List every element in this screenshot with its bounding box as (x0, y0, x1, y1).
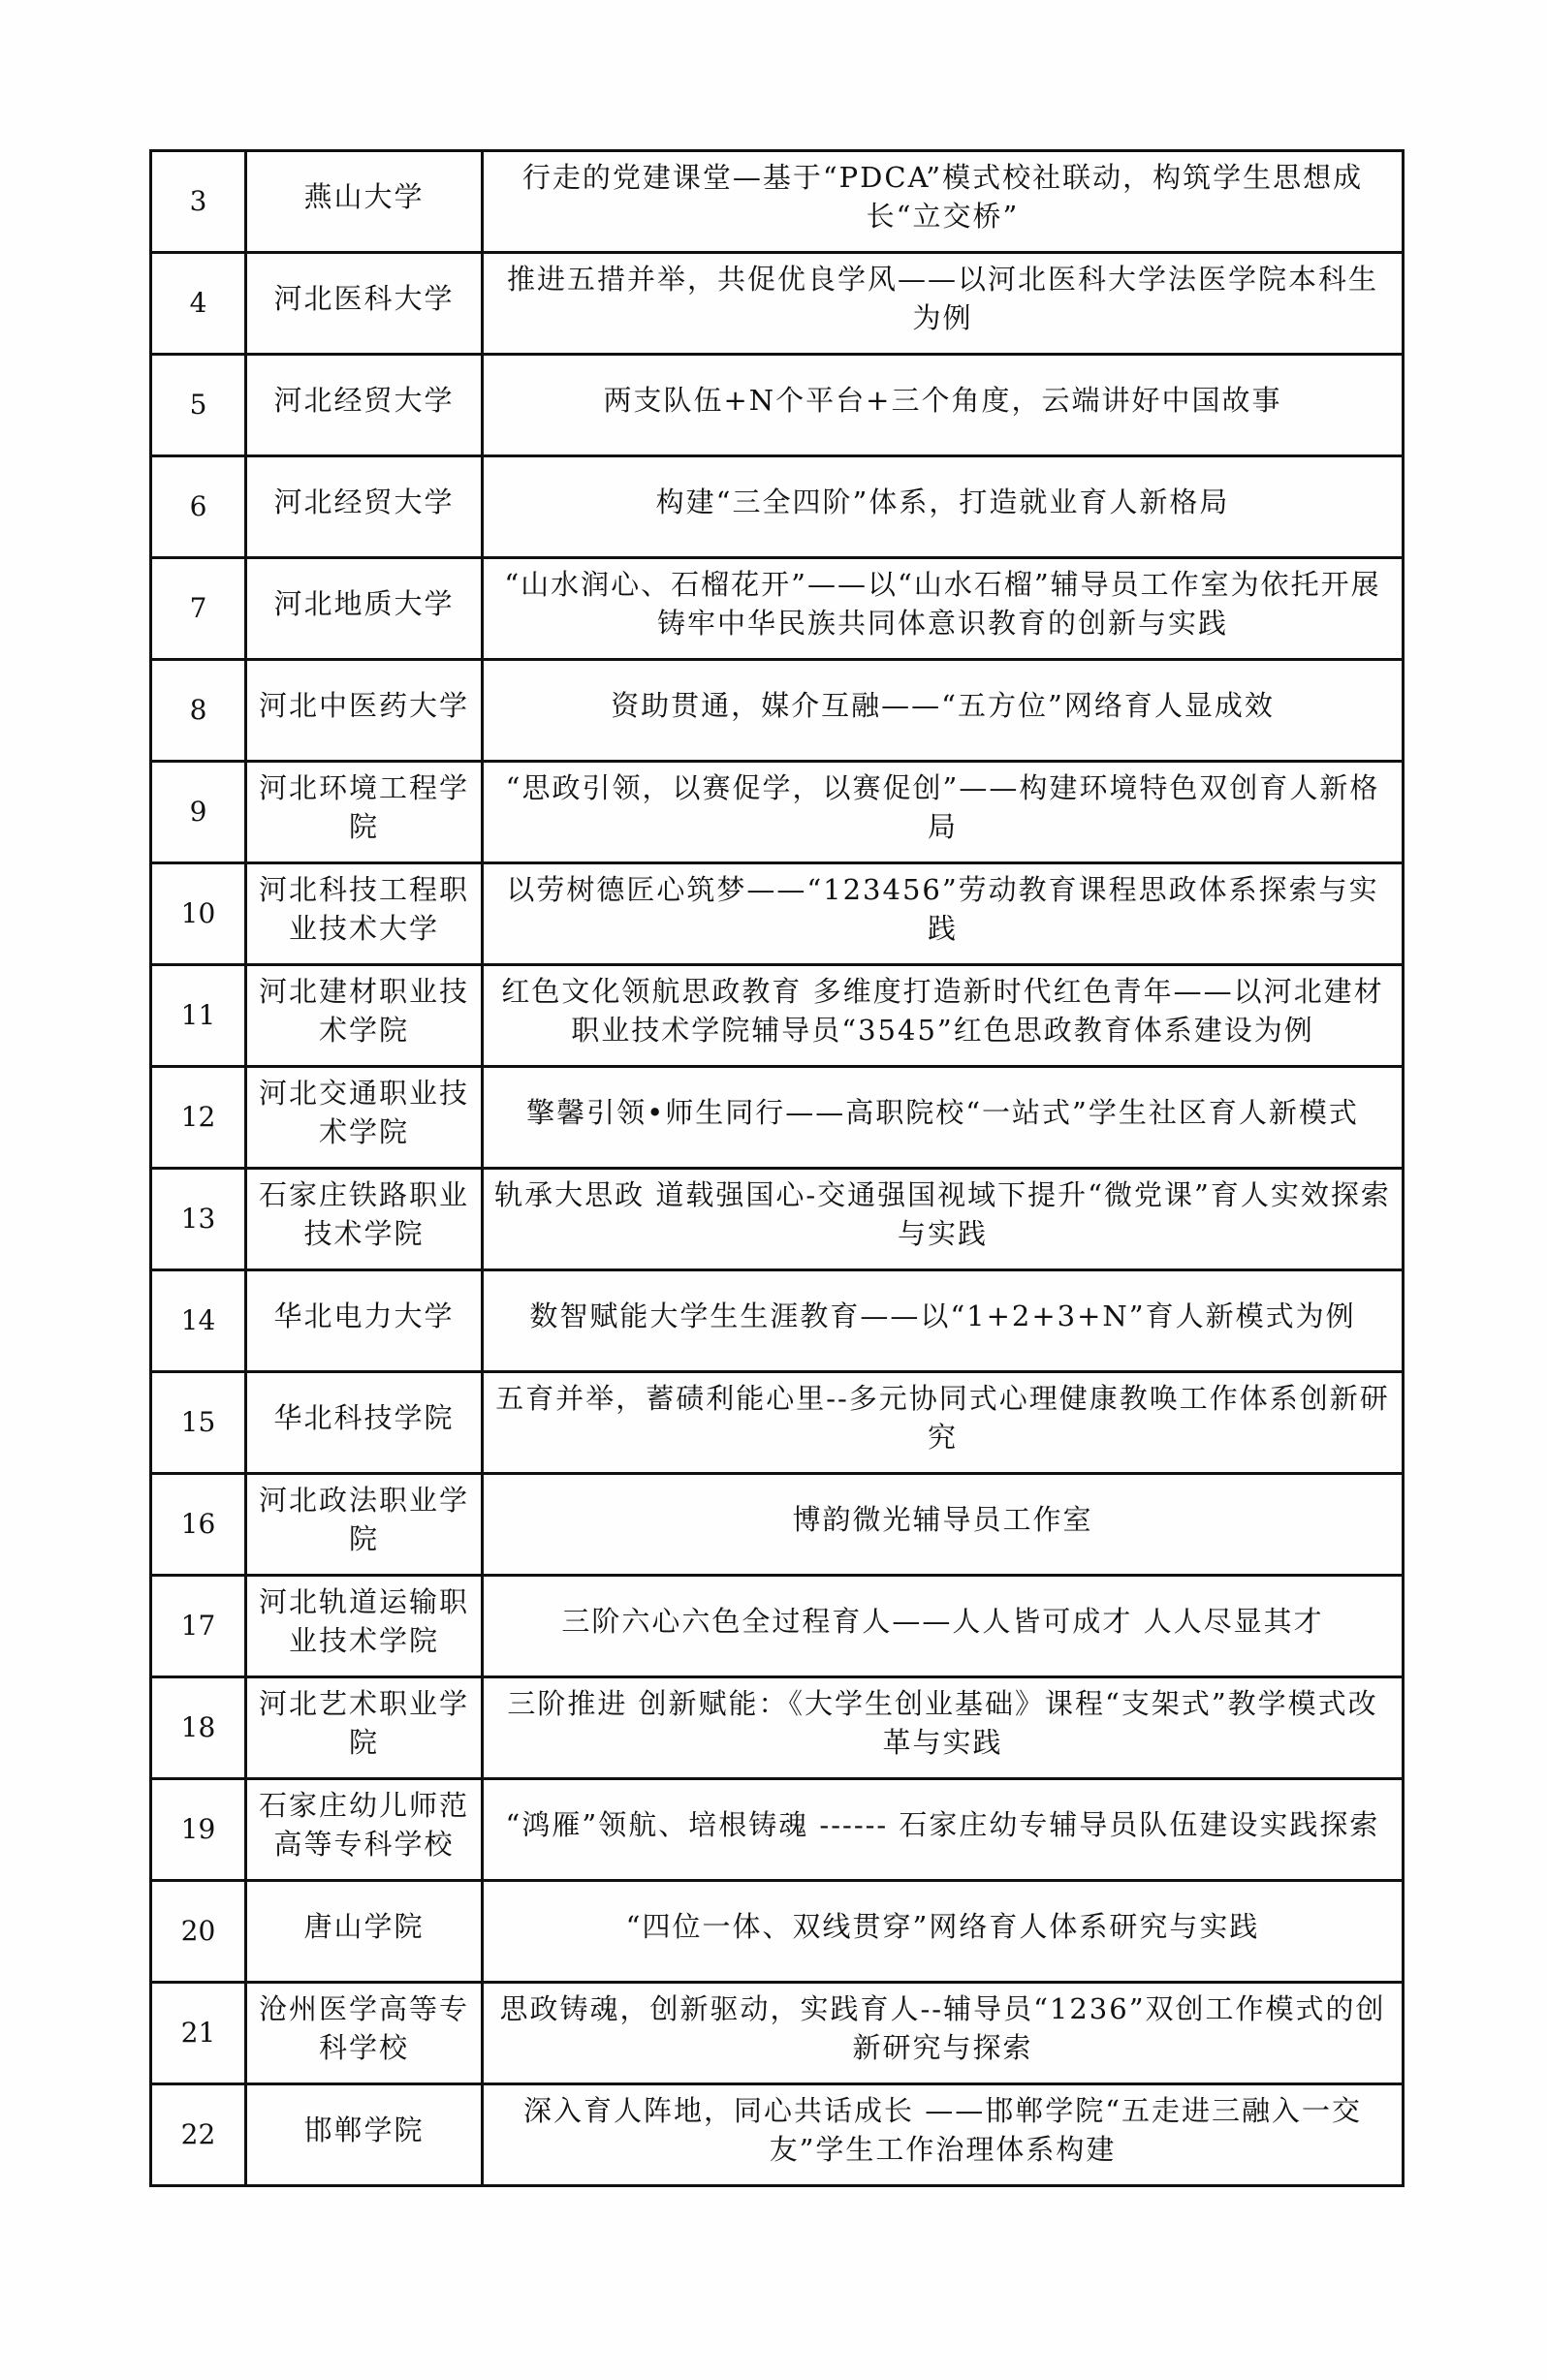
project-title-text: 博韵微光辅导员工作室 (792, 1503, 1093, 1536)
school-name-text: 河北经贸大学 (273, 384, 455, 417)
project-title (483, 558, 1404, 660)
table-row (151, 456, 1404, 558)
project-title (483, 1169, 1404, 1270)
school-name-text: 河北中医药大学 (258, 689, 469, 722)
project-title-text: 深入育人阵地，同心共话成长 ——邯郸学院“五走进三融入一交友”学生工作治理体系构建 (522, 2094, 1363, 2166)
project-title-text: “思政引领，以赛促学，以赛促创”——构建环境特色双创育人新格局 (505, 771, 1380, 843)
project-title (483, 2084, 1404, 2186)
row-number: 17 (151, 1576, 246, 1677)
project-title (483, 456, 1404, 558)
school-name (246, 151, 483, 253)
school-name-text: 石家庄铁路职业技术学院 (258, 1178, 469, 1250)
row-number: 3 (151, 151, 246, 253)
table-row (151, 253, 1404, 355)
project-title (483, 1270, 1404, 1372)
project-title-text: 两支队伍+N个平台+三个角度，云端讲好中国故事 (603, 384, 1282, 417)
project-title-text: “四位一体、双线贯穿”网络育人体系研究与实践 (625, 1910, 1260, 1943)
row-number: 13 (151, 1169, 246, 1270)
project-title (483, 1576, 1404, 1677)
row-number: 21 (151, 1983, 246, 2084)
project-title-text: 思政铸魂，创新驱动，实践育人--辅导员“1236”双创工作模式的创新研究与探索 (499, 1992, 1386, 2064)
table-row (151, 1677, 1404, 1779)
school-name-text: 河北医科大学 (273, 282, 455, 315)
row-number: 18 (151, 1677, 246, 1779)
school-name (246, 456, 483, 558)
school-name-text: 石家庄幼儿师范高等专科学校 (258, 1789, 469, 1861)
row-number: 20 (151, 1881, 246, 1983)
school-name-text: 唐山学院 (303, 1910, 425, 1943)
table-row (151, 762, 1404, 863)
school-name-text: 河北地质大学 (273, 587, 455, 620)
project-title-text: “山水润心、石榴花开”——以“山水石榴”辅导员工作室为依托开展铸牢中华民族共同体意识教育的创新与实践 (504, 568, 1381, 640)
school-name-text: 河北政法职业学院 (258, 1484, 469, 1555)
project-list-table (149, 149, 1405, 2187)
school-name-text: 河北艺术职业学院 (258, 1687, 469, 1759)
project-title (483, 355, 1404, 456)
row-number: 22 (151, 2084, 246, 2186)
project-title-text: 三阶六心六色全过程育人——人人皆可成才 人人尽显其才 (561, 1605, 1324, 1638)
row-number: 12 (151, 1067, 246, 1169)
project-title (483, 762, 1404, 863)
school-name (246, 1067, 483, 1169)
school-name-text: 河北环境工程学院 (258, 771, 469, 843)
school-name (246, 1779, 483, 1881)
school-name-text: 河北建材职业技术学院 (258, 975, 469, 1047)
project-title-text: 行走的党建课堂—基于“PDCA”模式校社联动，构筑学生思想成长“立交桥” (521, 161, 1364, 233)
row-number: 6 (151, 456, 246, 558)
row-number: 11 (151, 965, 246, 1067)
row-number: 10 (151, 863, 246, 965)
project-title (483, 863, 1404, 965)
row-number: 19 (151, 1779, 246, 1881)
school-name (246, 1576, 483, 1677)
school-name (246, 1474, 483, 1576)
school-name (246, 965, 483, 1067)
project-title (483, 1372, 1404, 1474)
table-row (151, 1779, 1404, 1881)
project-title-text: 擎馨引领•师生同行——高职院校“一站式”学生社区育人新模式 (526, 1096, 1359, 1129)
project-title (483, 660, 1404, 762)
table-body (151, 151, 1404, 2186)
project-title-text: 推进五措并举，共促优良学风——以河北医科大学法医学院本科生为例 (506, 263, 1378, 334)
project-title-text: 红色文化领航思政教育 多维度打造新时代红色青年——以河北建材职业技术学院辅导员“3545”红色思政教育体系建设为例 (501, 975, 1384, 1047)
school-name-text: 沧州医学高等专科学校 (258, 1992, 469, 2064)
school-name-text: 河北科技工程职业技术大学 (258, 873, 469, 945)
project-title (483, 151, 1404, 253)
table-row (151, 965, 1404, 1067)
project-title (483, 1474, 1404, 1576)
school-name (246, 1372, 483, 1474)
table-row (151, 1169, 1404, 1270)
table-row (151, 1881, 1404, 1983)
table-row (151, 355, 1404, 456)
school-name (246, 1169, 483, 1270)
project-title-text: 资助贯通，媒介互融——“五方位”网络育人显成效 (611, 689, 1275, 722)
school-name-text: 河北轨道运输职业技术学院 (258, 1585, 469, 1657)
project-title-text: 五育并举，蓄碛利能心里--多元协同式心理健康教唤工作体系创新研究 (495, 1382, 1390, 1454)
project-title-text: 三阶推进 创新赋能：《大学生创业基础》课程“支架式”教学模式改革与实践 (507, 1687, 1378, 1759)
school-name-text: 华北电力大学 (273, 1300, 455, 1332)
row-number: 16 (151, 1474, 246, 1576)
school-name (246, 253, 483, 355)
project-title (483, 253, 1404, 355)
school-name (246, 660, 483, 762)
project-title-text: 以劳树德匠心筑梦——“123456”劳动教育课程思政体系探索与实践 (506, 873, 1379, 945)
row-number: 7 (151, 558, 246, 660)
row-number: 9 (151, 762, 246, 863)
school-name (246, 558, 483, 660)
table-row (151, 1474, 1404, 1576)
project-title (483, 965, 1404, 1067)
school-name (246, 355, 483, 456)
school-name (246, 762, 483, 863)
school-name-text: 华北科技学院 (273, 1401, 455, 1434)
school-name (246, 1881, 483, 1983)
table-row (151, 863, 1404, 965)
project-title (483, 1677, 1404, 1779)
table-row (151, 660, 1404, 762)
table-row (151, 558, 1404, 660)
school-name-text: 燕山大学 (303, 180, 425, 213)
project-title (483, 1779, 1404, 1881)
row-number: 14 (151, 1270, 246, 1372)
school-name (246, 863, 483, 965)
school-name-text: 河北经贸大学 (273, 485, 455, 518)
table-row (151, 1372, 1404, 1474)
row-number: 5 (151, 355, 246, 456)
project-title (483, 1067, 1404, 1169)
project-title (483, 1881, 1404, 1983)
project-title (483, 1983, 1404, 2084)
table-row (151, 1983, 1404, 2084)
row-number: 8 (151, 660, 246, 762)
table-row (151, 1576, 1404, 1677)
table-row (151, 151, 1404, 253)
row-number: 15 (151, 1372, 246, 1474)
school-name (246, 1983, 483, 2084)
school-name-text: 河北交通职业技术学院 (258, 1077, 469, 1148)
project-title-text: 轨承大思政 道载强国心-交通强国视域下提升“微党课”育人实效探索与实践 (494, 1178, 1391, 1250)
school-name (246, 1270, 483, 1372)
table-row (151, 2084, 1404, 2186)
project-title-text: 构建“三全四阶”体系，打造就业育人新格局 (655, 485, 1230, 518)
table-row (151, 1270, 1404, 1372)
project-title-text: 数智赋能大学生生涯教育——以“1+2+3+N”育人新模式为例 (529, 1300, 1356, 1332)
school-name (246, 2084, 483, 2186)
school-name-text: 邯郸学院 (303, 2114, 425, 2146)
school-name (246, 1677, 483, 1779)
row-number: 4 (151, 253, 246, 355)
project-title-text: “鸿雁”领航、培根铸魂 ------ 石家庄幼专辅导员队伍建设实践探索 (505, 1808, 1380, 1841)
table-row (151, 1067, 1404, 1169)
